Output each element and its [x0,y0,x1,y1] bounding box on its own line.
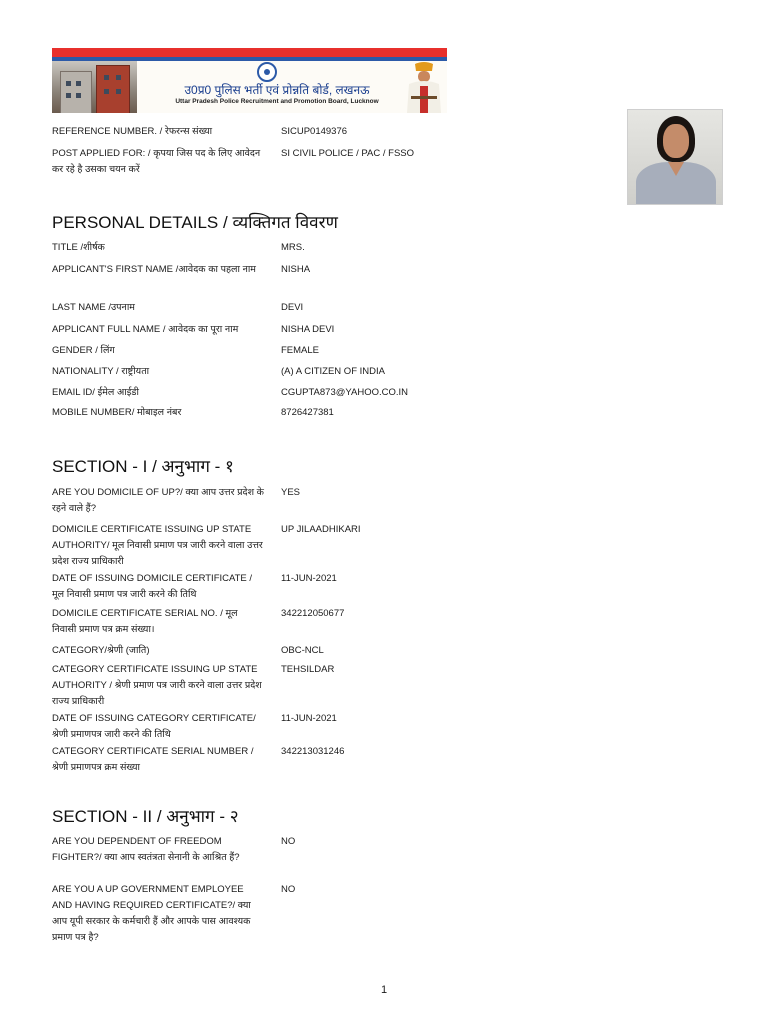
field-label: EMAIL ID/ ईमेल आईडी [52,387,139,398]
field-label: ARE YOU A UP GOVERNMENT EMPLOYEE AND HAVING REQUIRED CERTIFICATE?/ क्या आप यूपी सरकार के कर्मचारी हैं और आपके पास आवश्यक प्रमाण पत्र है? [52,884,251,943]
field-value: DEVI [281,302,304,313]
field-label: DOMICILE CERTIFICATE SERIAL NO. / मूल निवासी प्रमाण पत्र क्रम संख्या। [52,608,238,635]
police-officer-figure [405,62,443,113]
field-label: APPLICANT'S FIRST NAME /आवेदक का पहला नाम [52,264,256,275]
header-banner [52,48,447,113]
field-value: 11-JUN-2021 [281,573,337,584]
field-value: FEMALE [281,345,320,356]
field-value: SICUP0149376 [281,126,348,137]
field-label: POST APPLIED FOR: / कृपया जिस पद के लिए आवेदन कर रहे है उसका चयन करें [52,148,261,175]
field-value: UP JILAADHIKARI [281,524,361,535]
board-name-hindi: उ0प्र0 पुलिस भर्ती एवं प्रोन्नति बोर्ड, लखनऊ [184,83,370,97]
field-value: 8726427381 [281,407,334,418]
personal-details-heading: PERSONAL DETAILS / व्यक्तिगत विवरण [52,213,338,232]
applicant-photo [627,109,723,205]
page-number: 1 [380,984,388,996]
section-2-heading: SECTION - II / अनुभाग - २ [52,807,239,826]
section-1-heading: SECTION - I / अनुभाग - १ [52,457,234,476]
field-label: CATEGORY/श्रेणी (जाति) [52,645,150,656]
field-value: YES [281,487,301,498]
field-value: CGUPTA873@YAHOO.CO.IN [281,387,409,398]
field-value: NISHA DEVI [281,324,335,335]
field-label: NATIONALITY / राष्ट्रीयता [52,366,150,377]
field-value: 342212050677 [281,608,345,619]
field-value: OBC-NCL [281,645,324,656]
banner-red-stripe [52,48,447,57]
field-label: TITLE /शीर्षक [52,242,105,253]
field-label: MOBILE NUMBER/ मोबाइल नंबर [52,407,182,418]
field-value: 11-JUN-2021 [281,713,337,724]
field-label: ARE YOU DEPENDENT OF FREEDOM FIGHTER?/ क्या आप स्वतंत्रता सेनानी के आश्रित हैं? [52,836,240,863]
field-label: REFERENCE NUMBER. / रेफरन्स संख्या [52,126,213,137]
field-label: APPLICANT FULL NAME / आवेदक का पूरा नाम [52,324,239,335]
field-label: DATE OF ISSUING DOMICILE CERTIFICATE / मूल निवासी प्रमाण पत्र जारी करने की तिथि [52,573,253,600]
field-value: (A) A CITIZEN OF INDIA [281,366,385,377]
field-value: MRS. [281,242,305,253]
field-label: CATEGORY CERTIFICATE SERIAL NUMBER / श्रेणी प्रमाणपत्र क्रम संख्या [52,746,254,773]
headquarters-building-image [52,61,137,113]
police-emblem-icon [257,62,277,82]
field-label: DATE OF ISSUING CATEGORY CERTIFICATE/ श्रेणी प्रमाणपत्र जारी करने की तिथि [52,713,256,740]
field-value: 342213031246 [281,746,345,757]
field-value: NISHA [281,264,311,275]
field-label: DOMICILE CERTIFICATE ISSUING UP STATE AUTHORITY/ मूल निवासी प्रमाण पत्र जारी करने वाला उत्तर प्रदेश राज्य प्राधिकारी [52,524,263,567]
field-label: CATEGORY CERTIFICATE ISSUING UP STATE AUTHORITY / श्रेणी प्रमाण पत्र जारी करने वाला उत्तर प्रदेश राज्य प्राधिकारी [52,664,262,707]
field-label: ARE YOU DOMICILE OF UP?/ क्या आप उत्तर प्रदेश के रहने वाले हैं? [52,487,264,514]
field-value: NO [281,884,296,895]
field-label: GENDER / लिंग [52,345,115,356]
board-name-english: Uttar Pradesh Police Recruitment and Promotion Board, Lucknow [175,98,379,105]
field-value: NO [281,836,296,847]
field-value: SI CIVIL POLICE / PAC / FSSO [281,148,415,159]
field-value: TEHSILDAR [281,664,335,675]
field-label: LAST NAME /उपनाम [52,302,135,313]
